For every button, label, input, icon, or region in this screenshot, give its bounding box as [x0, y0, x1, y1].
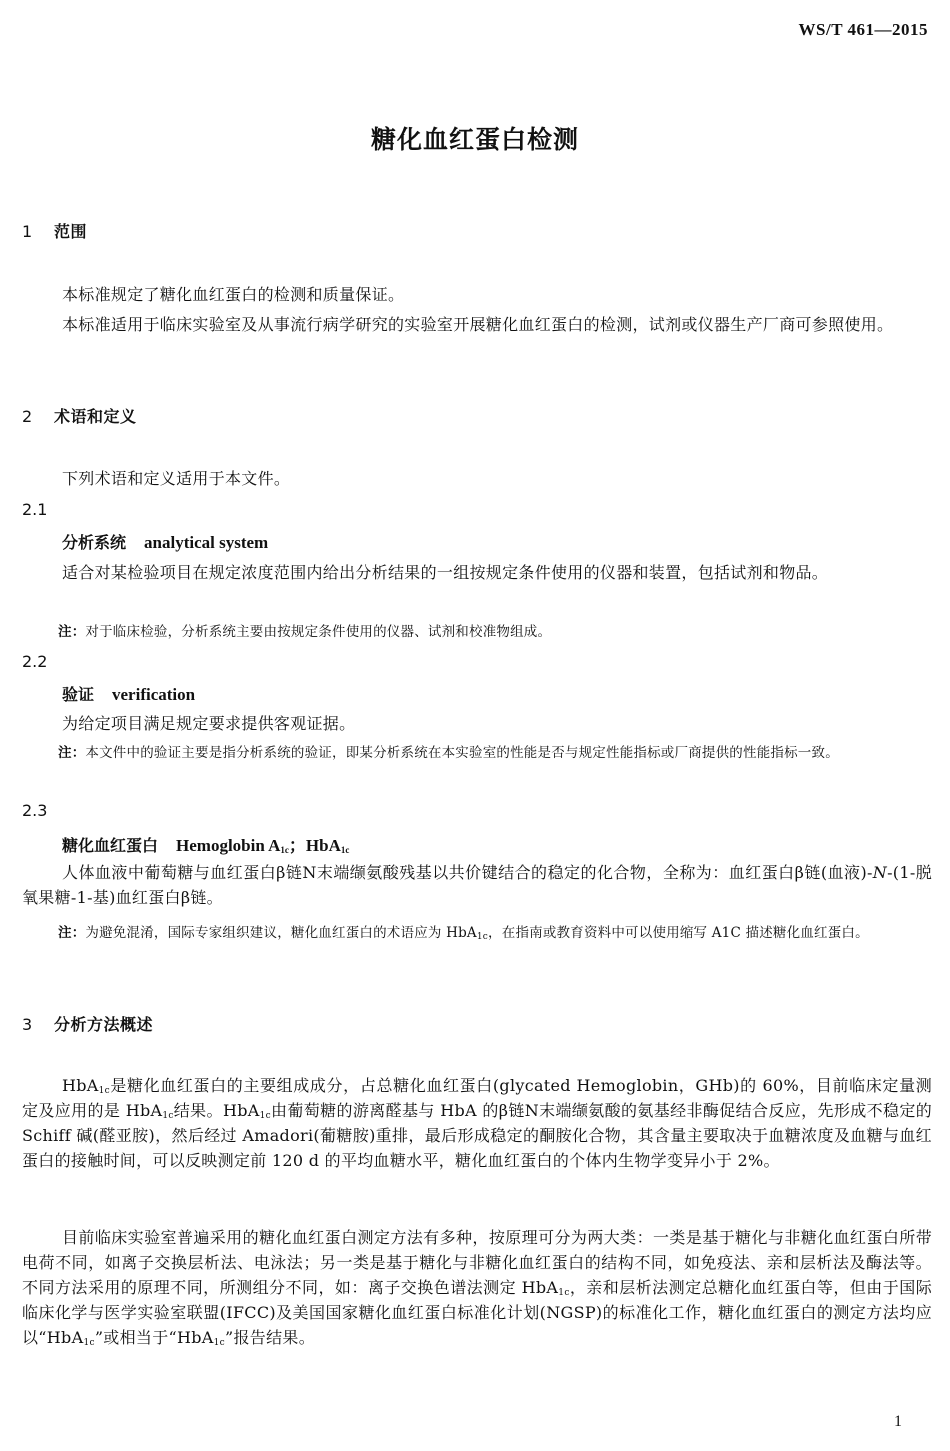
- subscript: 1c: [98, 1086, 111, 1096]
- hba-term: HbA: [176, 1328, 214, 1347]
- standard-code: WS/T 461—2015: [798, 20, 928, 39]
- hba-term: HbA: [222, 1101, 260, 1120]
- subsection-number: 2.3: [22, 801, 48, 820]
- paragraph: [22, 1225, 932, 1350]
- section-title: 范围: [54, 222, 88, 241]
- subsection-number: 2.1: [22, 500, 48, 519]
- term-entry: [62, 530, 268, 553]
- subscript: 1c: [558, 1288, 570, 1298]
- text-run: 人体血液中葡萄糖与血红蛋白β链N末端缬氨酸残基以共价键结合的稳定的化合物，全称为：血红蛋白β链(血液)-: [62, 863, 873, 882]
- page-number: 1: [894, 1413, 902, 1430]
- term-english: [176, 836, 289, 855]
- paragraph: 本标准规定了糖化血红蛋白的检测和质量保证。: [62, 285, 405, 304]
- text-run: 结果。: [173, 1101, 223, 1120]
- note-text: 为避免混淆，国际专家组织建议，糖化血红蛋白的术语应为 HbA: [85, 925, 477, 941]
- section-1-heading: [22, 219, 87, 242]
- hba-term: HbA: [521, 1278, 559, 1297]
- paragraph: [22, 1073, 932, 1173]
- text-run: ”或相当于“: [94, 1328, 177, 1347]
- text-run: 目前临床实验室普遍采用的糖化血红蛋白测定方法有多种，按原理可分为两大类：一类是基于糖化与非糖化血红蛋白所带电荷不同，如离子交换层析法、电泳法；另一类是基于糖化与非糖化血红蛋白的结构不同，如免疫法、亲和层析法及酶法等。不同方法采用的原理不同，所测组分不同，如：离子交换色谱法测定: [22, 1228, 932, 1297]
- text-run: 是糖化血红蛋白的主要组成成分，占总糖化血红蛋白(glycated Hemoglobin，GHb)的 60%，目前临床定量测定及应用的是: [22, 1076, 932, 1120]
- subscript: 1c: [476, 932, 489, 942]
- term-chinese: 验证: [62, 685, 95, 704]
- term-chinese: 糖化血红蛋白: [62, 836, 159, 855]
- italic-n: N: [872, 863, 888, 882]
- hba-term: HbA: [46, 1328, 84, 1347]
- note-label: 注：: [58, 624, 86, 640]
- section-title: 分析方法概述: [54, 1015, 154, 1034]
- term-abbreviation: [306, 836, 349, 855]
- paragraph: 下列术语和定义适用于本文件。: [62, 469, 291, 488]
- section-number: 3: [22, 1015, 33, 1034]
- hba-term: HbA: [125, 1101, 163, 1120]
- subscript: 1c: [83, 1338, 95, 1348]
- subscript: 1c: [259, 1111, 271, 1121]
- definition: [22, 860, 932, 910]
- subscript: 1c: [162, 1111, 174, 1121]
- note-label: 注：: [58, 925, 86, 941]
- text-run: ”报告结果。: [225, 1328, 315, 1347]
- term-english: verification: [112, 685, 196, 704]
- definition: 适合对某检验项目在规定浓度范围内给出分析结果的一组按规定条件使用的仪器和装置，包括试剂和物品。: [62, 563, 829, 582]
- term-separator: ；: [288, 836, 306, 855]
- hba-term: HbA: [62, 1076, 99, 1095]
- note-label: 注：: [58, 745, 86, 761]
- paragraph: 本标准适用于临床实验室及从事流行病学研究的实验室开展糖化血红蛋白的检测，试剂或仪器生产厂商可参照使用。: [62, 315, 894, 334]
- text-run: -(1-脱氧果糖-1-基)血红蛋白β链。: [22, 863, 933, 907]
- section-number: 2: [22, 407, 33, 426]
- note: [58, 620, 950, 644]
- subscript: 1c: [213, 1338, 226, 1348]
- note-text: ，在指南或教育资料中可以使用缩写 A1C 描述糖化血红蛋白。: [488, 925, 869, 941]
- definition: 为给定项目满足规定要求提供客观证据。: [62, 714, 356, 733]
- document-title: 糖化血红蛋白检测: [370, 125, 579, 154]
- term-english-main: Hemoglobin A: [176, 836, 281, 855]
- subscript: 1c: [280, 845, 289, 855]
- note-text: 对于临床检验，分析系统主要由按规定条件使用的仪器、试剂和校准物组成。: [85, 624, 552, 640]
- term-english: analytical system: [144, 533, 269, 552]
- note-text: 本文件中的验证主要是指分析系统的验证，即某分析系统在本实验室的性能是否与规定性能指标或厂商提供的性能指标一致。: [85, 745, 839, 761]
- text-run: ，亲和层析法测定总糖化血红蛋白等，但由于国际临床化学与医学实验室联盟(IFCC)及美国国家糖化血红蛋白标准化计划(NGSP)的标准化工作，糖化血红蛋白的测定方法均应以“: [22, 1278, 932, 1347]
- note: [58, 921, 950, 945]
- note: [58, 741, 950, 765]
- subscript: 1c: [340, 845, 350, 855]
- term-abbreviation-main: HbA: [305, 836, 341, 855]
- term-chinese: 分析系统: [62, 533, 127, 552]
- section-number: 1: [22, 222, 33, 241]
- term-entry: [62, 831, 349, 856]
- section-3-heading: [22, 1012, 153, 1035]
- subsection-number: 2.2: [22, 652, 48, 671]
- text-run: 由葡萄糖的游离醛基与 HbA 的β链N末端缬氨酸的氨基经非酶促结合反应，先形成不稳定的 Schiff 碱(醛亚胺)，然后经过 Amadori(葡糖胺)重排，最后形成稳定的酮胺化合物，其含量主要取决于血糖浓度及血糖与血红蛋白的接触时间，可以反映测定前 120 d 的平均血糖水平，糖化血红蛋白的个体内生物学变异小于 2%。: [22, 1101, 932, 1170]
- term-entry: [62, 682, 195, 705]
- section-title: 术语和定义: [54, 407, 137, 426]
- section-2-heading: [22, 404, 137, 427]
